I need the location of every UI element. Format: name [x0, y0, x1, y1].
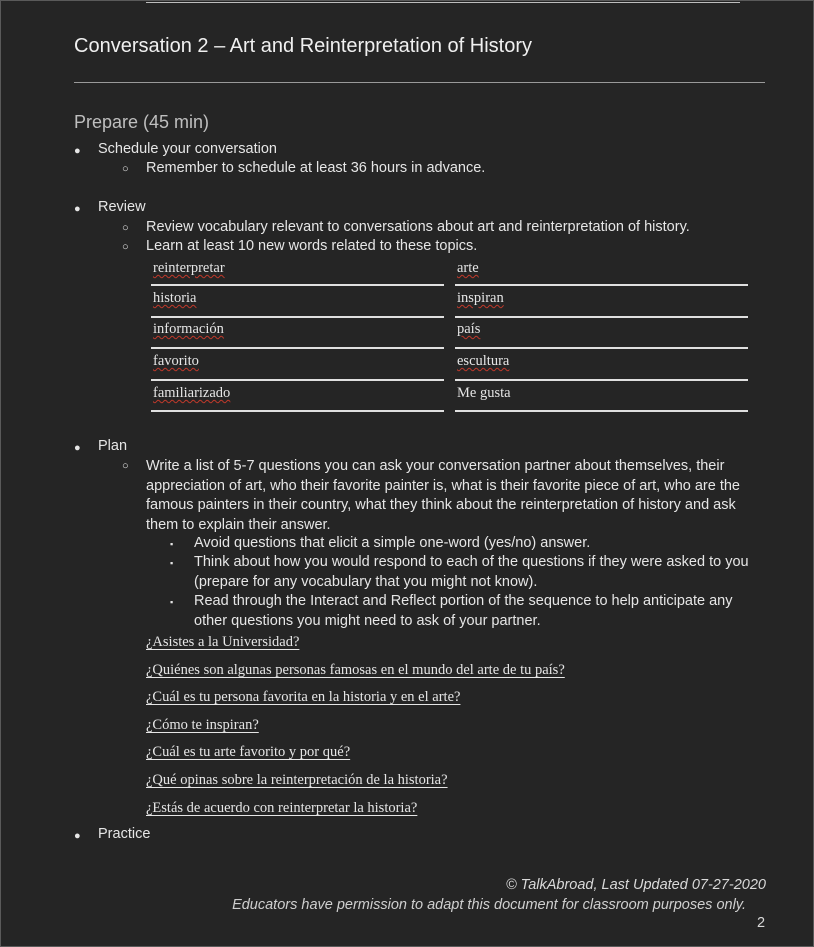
question: ¿Estás de acuerdo con reinterpretar la historia? — [146, 800, 418, 816]
footer-copyright: © TalkAbroad, Last Updated 07-27-2020 — [505, 877, 766, 893]
schedule-heading: Schedule your conversation — [98, 141, 277, 157]
square-bullet-icon: ▪ — [170, 597, 174, 607]
question: ¿Cuál es tu arte favorito y por qué? — [146, 744, 351, 760]
subbullet-icon: ○ — [122, 163, 129, 175]
vocab-word: información — [153, 321, 224, 337]
vocab-line — [151, 379, 444, 381]
vocab-word: escultura — [457, 353, 510, 369]
bullet-icon: ● — [74, 442, 81, 454]
bullet-icon: ● — [74, 203, 81, 215]
vocab-word: familiarizado — [153, 385, 231, 401]
vocab-word: historia — [153, 290, 197, 306]
vocab-word: arte — [457, 260, 479, 276]
question: ¿Cómo te inspiran? — [146, 717, 259, 733]
subbullet-icon: ○ — [122, 222, 129, 234]
vocab-line — [455, 316, 748, 318]
vocab-word: favorito — [153, 353, 199, 369]
vocab-line — [151, 316, 444, 318]
vocab-line — [151, 347, 444, 349]
plan-heading: Plan — [98, 438, 128, 454]
bullet-icon: ● — [74, 830, 81, 842]
vocab-line — [455, 284, 748, 286]
schedule-item: Remember to schedule at least 36 hours in advance. — [146, 160, 486, 176]
square-bullet-icon: ▪ — [170, 539, 174, 549]
plan-item: Write a list of 5-7 questions you can ask your conversation partner about themselves, their appreciation of art, who their favorite painter is, what is their favorite piece of art, who are the famous painters in their country, what they think about the reinterpretation of history and ask them to explain their answer. — [146, 458, 740, 533]
vocab-line — [151, 284, 444, 286]
plan-subitem: Avoid questions that elicit a simple one-word (yes/no) answer. — [194, 535, 591, 551]
subbullet-icon: ○ — [122, 460, 129, 472]
vocab-word: Me gusta — [457, 385, 511, 401]
vocab-word: reinterpretar — [153, 260, 225, 276]
plan-subitem: Read through the Interact and Reflect portion of the sequence to help anticipate any other questions you might need to ask of your partner. — [194, 593, 733, 629]
vocab-word: inspiran — [457, 290, 504, 306]
section-heading: Prepare (45 min) — [74, 112, 210, 132]
title-divider — [74, 82, 765, 83]
top-rule — [146, 2, 740, 3]
question: ¿Quiénes son algunas personas famosas en el mundo del arte de tu país? — [146, 662, 565, 678]
review-heading: Review — [98, 199, 146, 215]
bullet-icon: ● — [74, 145, 81, 157]
vocab-word: país — [457, 321, 481, 337]
review-item: Learn at least 10 new words related to these topics. — [146, 238, 478, 254]
question: ¿Qué opinas sobre la reinterpretación de la historia? — [146, 772, 448, 788]
page-title: Conversation 2 – Art and Reinterpretation of History — [74, 35, 533, 57]
vocab-line — [455, 379, 748, 381]
practice-heading: Practice — [98, 826, 151, 842]
square-bullet-icon: ▪ — [170, 558, 174, 568]
question: ¿Cuál es tu persona favorita en la historia y en el arte? — [146, 689, 461, 705]
vocab-line — [151, 410, 444, 412]
vocab-line — [455, 410, 748, 412]
subbullet-icon: ○ — [122, 241, 129, 253]
vocab-line — [455, 347, 748, 349]
page-number: 2 — [757, 915, 766, 931]
plan-subitem: Think about how you would respond to each of the questions if they were asked to you (prepare for any vocabulary that you might not know). — [194, 554, 749, 590]
review-item: Review vocabulary relevant to conversations about art and reinterpretation of history. — [146, 219, 690, 235]
footer-permission: Educators have permission to adapt this document for classroom purposes only. — [232, 897, 746, 913]
question: ¿Asistes a la Universidad? — [146, 634, 300, 650]
